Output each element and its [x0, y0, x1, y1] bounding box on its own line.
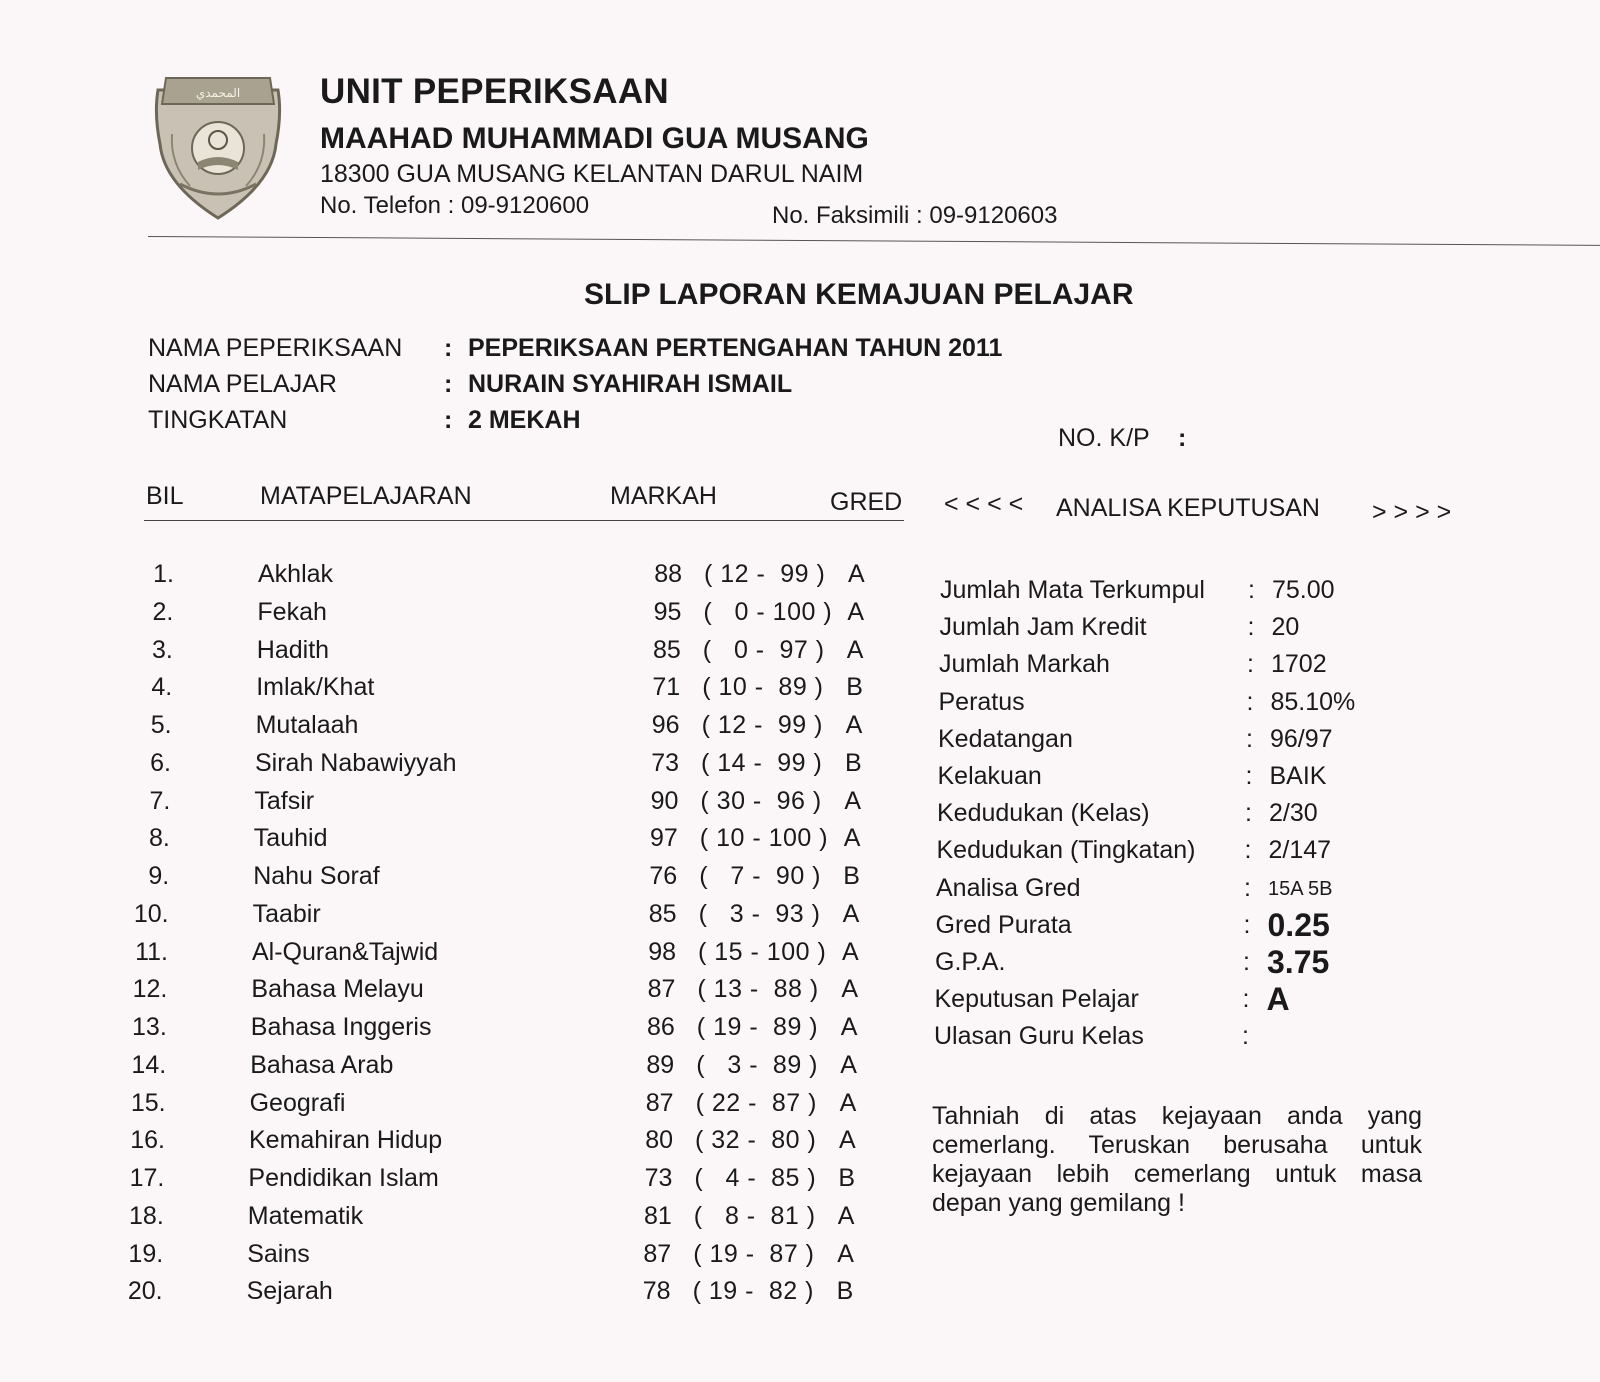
subject-mark-range: ( 10 - 100 ) — [699, 824, 829, 853]
analysis-label: Peratus — [938, 687, 1025, 716]
subject-mark-range: ( 10 - 89 ) — [702, 673, 824, 702]
analysis-heading: ANALISA KEPUTUSAN — [1056, 494, 1320, 522]
subject-mark: 73 — [644, 1164, 673, 1192]
analysis-label: Kelakuan — [937, 762, 1042, 790]
school-crest-logo — [150, 74, 286, 222]
analysis-label: G.P.A. — [935, 948, 1006, 976]
colon: : — [444, 370, 453, 398]
subject-grade: A — [846, 635, 864, 664]
col-header-grade: GRED — [830, 488, 903, 516]
subject-mark: 95 — [653, 597, 682, 626]
school-name: MAAHAD MUHAMMADI GUA MUSANG — [320, 122, 869, 155]
colon: : — [1247, 613, 1255, 642]
subject-number: 10. — [133, 899, 169, 928]
col-header-subject: MATAPELAJARAN — [260, 482, 472, 510]
subject-number: 17. — [129, 1164, 165, 1192]
subject-name: Bahasa Inggeris — [250, 1013, 432, 1041]
subject-name: Bahasa Melayu — [251, 975, 424, 1004]
analysis-row — [0, 576, 1600, 613]
subject-mark-range: ( 19 - 89 ) — [696, 1013, 819, 1041]
col-header-mark: MARKAH — [610, 482, 717, 510]
analysis-arrows-right: > > > > — [1372, 498, 1452, 526]
subject-mark: 87 — [643, 1239, 672, 1268]
phone-number: No. Telefon : 09-9120600 — [320, 192, 590, 219]
subject-grade: A — [842, 937, 859, 966]
school-address: 18300 GUA MUSANG KELANTAN DARUL NAIM — [320, 160, 864, 188]
colon: : — [1243, 948, 1250, 976]
subject-mark-range: ( 19 - 87 ) — [693, 1239, 815, 1268]
form-value: 2 MEKAH — [468, 406, 581, 434]
header-divider — [148, 236, 1600, 246]
subject-grade: B — [838, 1164, 856, 1192]
subject-mark: 76 — [649, 862, 678, 890]
subject-number: 9. — [148, 862, 170, 890]
analysis-label: Jumlah Markah — [939, 650, 1110, 679]
subject-grade: A — [843, 824, 861, 853]
subject-name: Sains — [247, 1239, 310, 1268]
subject-grade: A — [837, 1201, 855, 1230]
analysis-value: BAIK — [1269, 762, 1327, 790]
subject-grade: A — [840, 1050, 857, 1079]
subject-mark-range: ( 22 - 87 ) — [695, 1088, 817, 1117]
subject-mark: 78 — [642, 1277, 671, 1306]
analysis-value: 2/147 — [1268, 836, 1332, 865]
subject-row — [0, 1277, 900, 1314]
analysis-value: 2/30 — [1269, 799, 1318, 828]
subject-row — [0, 1164, 900, 1201]
analysis-row — [0, 688, 1600, 725]
subject-grade: A — [837, 1239, 854, 1268]
unit-heading: UNIT PEPERIKSAAN — [320, 72, 670, 111]
subject-row — [0, 1089, 900, 1126]
analysis-label: Kedatangan — [938, 724, 1073, 753]
exam-value: PEPERIKSAAN PERTENGAHAN TAHUN 2011 — [468, 334, 1003, 362]
subject-grade: A — [845, 711, 863, 739]
subject-mark-range: ( 32 - 80 ) — [695, 1126, 817, 1155]
analysis-row — [0, 650, 1600, 687]
subject-mark: 89 — [646, 1050, 675, 1079]
subject-name: Sirah Nabawiyyah — [255, 748, 457, 777]
subject-grade: B — [846, 673, 863, 702]
subject-mark-range: ( 0 - 100 ) — [703, 597, 833, 626]
subject-mark: 85 — [652, 635, 681, 664]
analysis-label: Kedudukan (Kelas) — [937, 799, 1150, 828]
subject-number: 19. — [128, 1239, 164, 1268]
subject-name: Geografi — [249, 1088, 346, 1117]
analysis-row — [0, 1022, 1600, 1059]
analysis-label: Keputusan Pelajar — [934, 985, 1139, 1014]
subject-grade: A — [847, 597, 865, 626]
subject-grade: A — [844, 786, 862, 815]
table-header-divider — [144, 520, 904, 521]
subject-name: Tauhid — [253, 824, 328, 853]
subject-mark: 88 — [654, 560, 682, 588]
colon: : — [1242, 1022, 1249, 1051]
subject-name: Imlak/Khat — [256, 673, 375, 702]
subject-grade: A — [848, 560, 865, 588]
subject-mark-range: ( 14 - 99 ) — [701, 748, 823, 777]
subject-mark-range: ( 7 - 90 ) — [699, 862, 821, 890]
analysis-value: 0.25 — [1267, 906, 1330, 943]
colon: : — [1243, 910, 1251, 939]
subject-mark-range: ( 19 - 82 ) — [692, 1277, 814, 1306]
subject-mark-range: ( 13 - 88 ) — [697, 975, 819, 1004]
subject-mark-range: ( 8 - 81 ) — [693, 1201, 816, 1230]
subject-mark: 81 — [643, 1201, 672, 1230]
subject-number: 20. — [127, 1277, 163, 1306]
subject-number: 13. — [132, 1013, 167, 1041]
analysis-value: 75.00 — [1272, 576, 1335, 604]
subject-mark-range: ( 12 - 99 ) — [701, 711, 823, 739]
analysis-row — [0, 981, 1600, 1022]
subject-mark-range: ( 4 - 85 ) — [694, 1164, 817, 1192]
colon: : — [1245, 799, 1252, 828]
subject-name: Kemahiran Hidup — [249, 1126, 443, 1155]
analysis-row — [0, 613, 1600, 650]
subject-mark: 80 — [645, 1126, 673, 1155]
analysis-value: 20 — [1271, 613, 1300, 642]
analysis-row — [0, 762, 1600, 799]
subject-number: 2. — [152, 597, 174, 626]
subject-mark: 85 — [648, 899, 677, 928]
subject-mark-range: ( 30 - 96 ) — [700, 786, 822, 815]
subject-name: Nahu Soraf — [253, 862, 380, 890]
analysis-value: A — [1266, 981, 1290, 1018]
student-value: NURAIN SYAHIRAH ISMAIL — [468, 370, 793, 398]
subject-number: 8. — [148, 824, 170, 853]
subject-number: 15. — [130, 1088, 166, 1117]
subject-mark: 97 — [649, 824, 678, 853]
analysis-value: 15A 5B — [1268, 877, 1333, 900]
subject-number: 14. — [131, 1050, 167, 1079]
subject-mark-range: ( 15 - 100 ) — [698, 937, 827, 966]
subject-mark: 90 — [650, 786, 679, 815]
subject-mark: 86 — [646, 1013, 675, 1041]
subject-row — [0, 1202, 900, 1239]
subject-number: 5. — [150, 711, 172, 739]
ic-label: NO. K/P — [1058, 424, 1150, 452]
subject-grade: A — [841, 975, 859, 1004]
subject-number: 18. — [129, 1201, 164, 1230]
subject-name: Taabir — [252, 899, 321, 928]
subject-grade: A — [840, 1013, 858, 1041]
subject-number: 6. — [150, 748, 171, 777]
analysis-row — [0, 906, 1600, 948]
subject-row — [0, 1240, 900, 1277]
subject-number: 12. — [132, 975, 168, 1004]
page-title: SLIP LAPORAN KEMAJUAN PELAJAR — [584, 278, 1134, 311]
colon: : — [1246, 687, 1254, 716]
subject-row — [0, 1126, 900, 1163]
colon: : — [444, 334, 453, 362]
subject-mark: 87 — [647, 975, 676, 1004]
exam-label: NAMA PEPERIKSAAN — [148, 334, 403, 362]
subject-mark-range: ( 3 - 89 ) — [696, 1050, 818, 1079]
colon: : — [1242, 985, 1250, 1014]
analysis-value: 1702 — [1271, 650, 1327, 679]
analysis-row — [0, 874, 1600, 911]
colon: : — [444, 406, 453, 434]
analysis-arrows-left: < < < < — [944, 490, 1024, 518]
fax-number: No. Faksimili : 09-9120603 — [772, 202, 1058, 229]
colon: : — [1246, 724, 1253, 753]
subject-name: Bahasa Arab — [250, 1050, 394, 1079]
colon: : — [1247, 650, 1254, 679]
subject-mark: 98 — [648, 937, 676, 966]
form-label: TINGKATAN — [148, 406, 288, 434]
subject-name: Matematik — [247, 1201, 364, 1230]
subject-name: Mutalaah — [255, 711, 359, 739]
colon: : — [1248, 576, 1255, 604]
subject-mark-range: ( 12 - 99 ) — [704, 560, 826, 588]
subject-number: 4. — [151, 673, 173, 702]
subject-number: 3. — [151, 635, 173, 664]
analysis-row — [0, 836, 1600, 873]
subject-name: Fekah — [257, 597, 327, 626]
subject-name: Al-Quran&Tajwid — [252, 937, 439, 966]
colon: : — [1244, 873, 1251, 902]
analysis-label: Gred Purata — [935, 910, 1072, 939]
subject-mark: 96 — [651, 711, 680, 739]
col-header-bil: BIL — [146, 482, 184, 510]
analysis-row — [0, 944, 1600, 985]
subject-grade: A — [839, 1088, 857, 1117]
analysis-label: Kedudukan (Tingkatan) — [936, 836, 1196, 865]
subject-mark-range: ( 3 - 93 ) — [698, 899, 821, 928]
analysis-label: Jumlah Jam Kredit — [939, 613, 1147, 642]
analysis-value: 96/97 — [1270, 724, 1333, 753]
subject-name: Akhlak — [258, 560, 334, 588]
subject-name: Tafsir — [254, 786, 315, 815]
subject-name: Pendidikan Islam — [248, 1164, 439, 1192]
teacher-comment: Tahniah di atas kejayaan anda yang cemerlang. Teruskan berusaha untuk kejayaan lebih cemerlang untuk masa depan yang gemilang ! — [932, 1102, 1422, 1217]
analysis-value: 3.75 — [1267, 944, 1330, 980]
subject-mark: 73 — [651, 748, 679, 777]
subject-mark-range: ( 0 - 97 ) — [702, 635, 825, 664]
colon: : — [1245, 762, 1253, 790]
subject-mark: 87 — [645, 1088, 674, 1117]
crest-arabic-text: المحمدي — [195, 86, 241, 100]
subject-number: 16. — [130, 1126, 165, 1155]
subject-number: 1. — [153, 560, 174, 588]
subject-number: 7. — [149, 786, 171, 815]
subject-grade: A — [842, 899, 860, 928]
analysis-row — [0, 799, 1600, 836]
analysis-label: Ulasan Guru Kelas — [934, 1022, 1144, 1051]
subject-grade: A — [839, 1126, 856, 1155]
colon: : — [1244, 836, 1252, 865]
subject-mark: 71 — [652, 673, 681, 702]
subject-name: Sejarah — [246, 1277, 333, 1306]
colon: : — [1178, 424, 1187, 452]
analysis-value: 85.10% — [1270, 687, 1356, 716]
analysis-row — [0, 725, 1600, 762]
analysis-label: Analisa Gred — [936, 873, 1081, 902]
subject-number: 11. — [135, 937, 168, 966]
student-label: NAMA PELAJAR — [148, 370, 337, 398]
subject-name: Hadith — [256, 635, 330, 664]
subject-grade: B — [845, 748, 862, 777]
subject-grade: B — [843, 862, 860, 890]
analysis-label: Jumlah Mata Terkumpul — [940, 576, 1205, 604]
subject-grade: B — [836, 1277, 854, 1306]
